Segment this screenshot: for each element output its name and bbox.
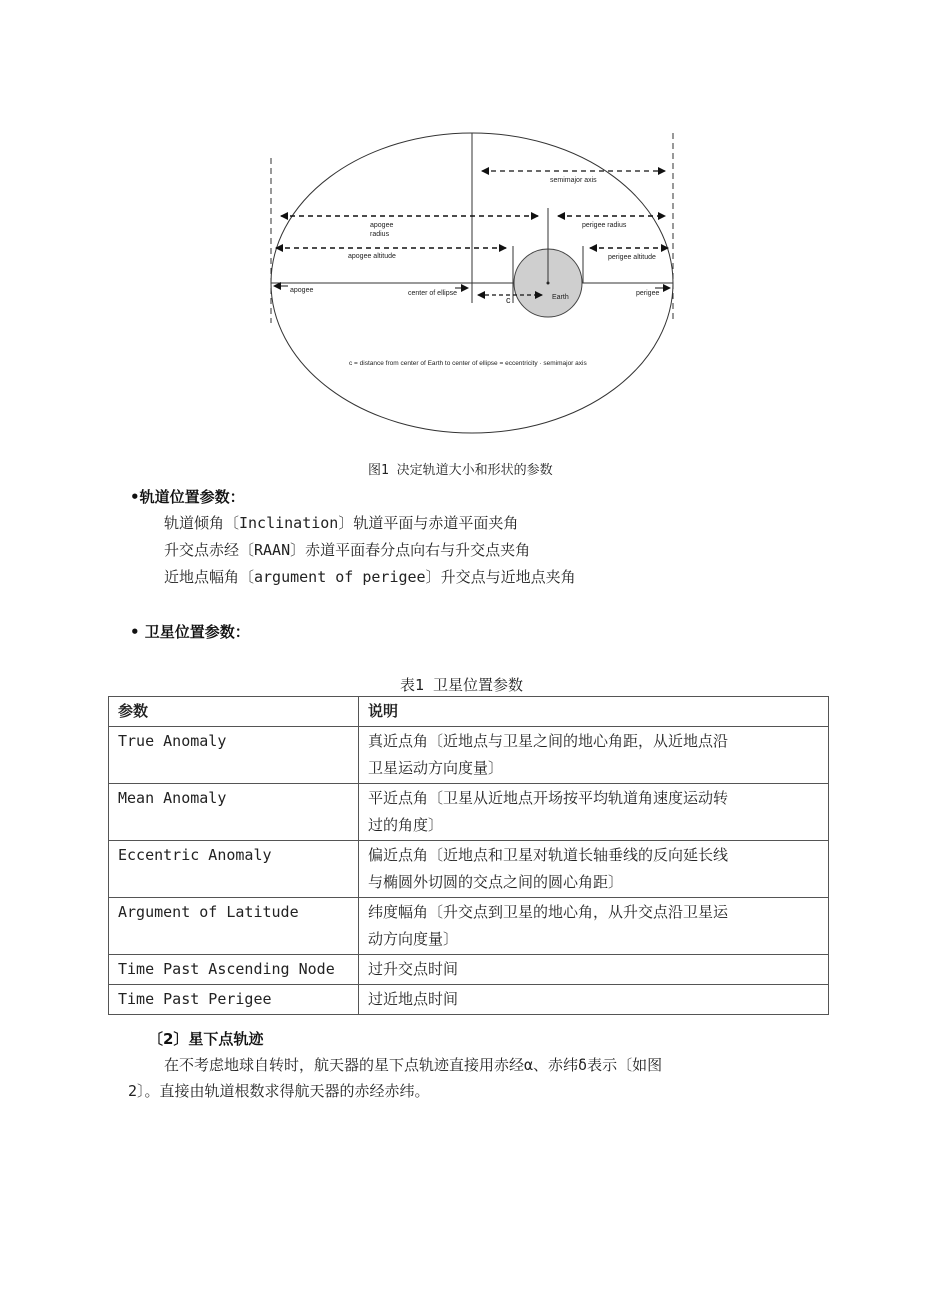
table-row [109, 841, 829, 898]
desc-line: 过的角度〕 [368, 816, 444, 834]
orbit-position-line-2: 升交点赤经〔RAAN〕赤道平面春分点向右与升交点夹角 [164, 541, 531, 559]
label-perigee: perigee [636, 290, 660, 297]
orbit-position-line-3: 近地点幅角〔argument of perigee〕升交点与近地点夹角 [164, 568, 576, 586]
label-perigee-radius: perigee radius [582, 222, 627, 229]
header-param: 参数 [109, 697, 359, 727]
ground-track-paragraph-line-1: 在不考虑地球自转时，航天器的星下点轨迹直接用赤经α、赤纬δ表示〔如图 [164, 1056, 663, 1074]
orbit-position-line-1: 轨道倾角〔Inclination〕轨道平面与赤道平面夹角 [164, 514, 519, 532]
desc-line: 纬度幅角〔升交点到卫星的地心角，从升交点沿卫星运 [368, 903, 729, 921]
desc-cell [359, 784, 829, 841]
orbit-position-heading: •轨道位置参数： [130, 488, 245, 506]
satellite-parameters-table [108, 696, 829, 1015]
table-row [109, 784, 829, 841]
label-apogee-altitude: apogee altitude [348, 253, 396, 260]
label-apogee-radius-1: apogee [370, 222, 394, 229]
satellite-position-heading: • 卫星位置参数： [130, 623, 250, 641]
header-desc: 说明 [359, 697, 829, 727]
desc-cell: 过升交点时间 [359, 955, 829, 985]
desc-line: 平近点角〔卫星从近地点开场按平均轨道角速度运动转 [368, 789, 729, 807]
label-semimajor-axis: semimajor axis [550, 177, 597, 184]
param-cell: Time Past Perigee [109, 985, 359, 1015]
desc-cell [359, 841, 829, 898]
desc-line: 动方向度量〕 [368, 930, 459, 948]
label-perigee-altitude: perigee altitude [608, 254, 656, 261]
table-caption: 表1 卫星位置参数 [400, 676, 524, 694]
label-c-definition: c = distance from center of Earth to center of ellipse = eccentricity · semimajor axis [349, 360, 587, 367]
param-cell: Argument of Latitude [109, 898, 359, 955]
figure-caption: 图1 决定轨道大小和形状的参数 [368, 463, 553, 478]
desc-line: 卫星运动方向度量〕 [368, 759, 504, 777]
label-apogee: apogee [290, 287, 314, 294]
desc-cell: 过近地点时间 [359, 985, 829, 1015]
orbit-ellipse-diagram [260, 128, 690, 438]
param-cell: True Anomaly [109, 727, 359, 784]
desc-cell [359, 898, 829, 955]
desc-line: 与椭圆外切圆的交点之间的圆心角距〕 [368, 873, 624, 891]
ground-track-heading: 〔2〕星下点轨迹 [148, 1030, 264, 1048]
label-c: c [506, 295, 511, 305]
param-cell: Time Past Ascending Node [109, 955, 359, 985]
table-row [109, 898, 829, 955]
label-earth: Earth [552, 294, 569, 301]
desc-cell [359, 727, 829, 784]
desc-line: 偏近点角〔近地点和卫星对轨道长轴垂线的反向延长线 [368, 846, 729, 864]
table-row [109, 955, 829, 985]
table-row [109, 985, 829, 1015]
label-center-of-ellipse: center of ellipse [408, 290, 458, 297]
label-apogee-radius-2: radius [370, 231, 390, 238]
desc-line: 真近点角〔近地点与卫星之间的地心角距，从近地点沿 [368, 732, 729, 750]
table-header-row [109, 697, 829, 727]
param-cell: Mean Anomaly [109, 784, 359, 841]
param-cell: Eccentric Anomaly [109, 841, 359, 898]
ground-track-paragraph-line-2: 2〕。直接由轨道根数求得航天器的赤经赤纬。 [128, 1082, 430, 1100]
table-row [109, 727, 829, 784]
